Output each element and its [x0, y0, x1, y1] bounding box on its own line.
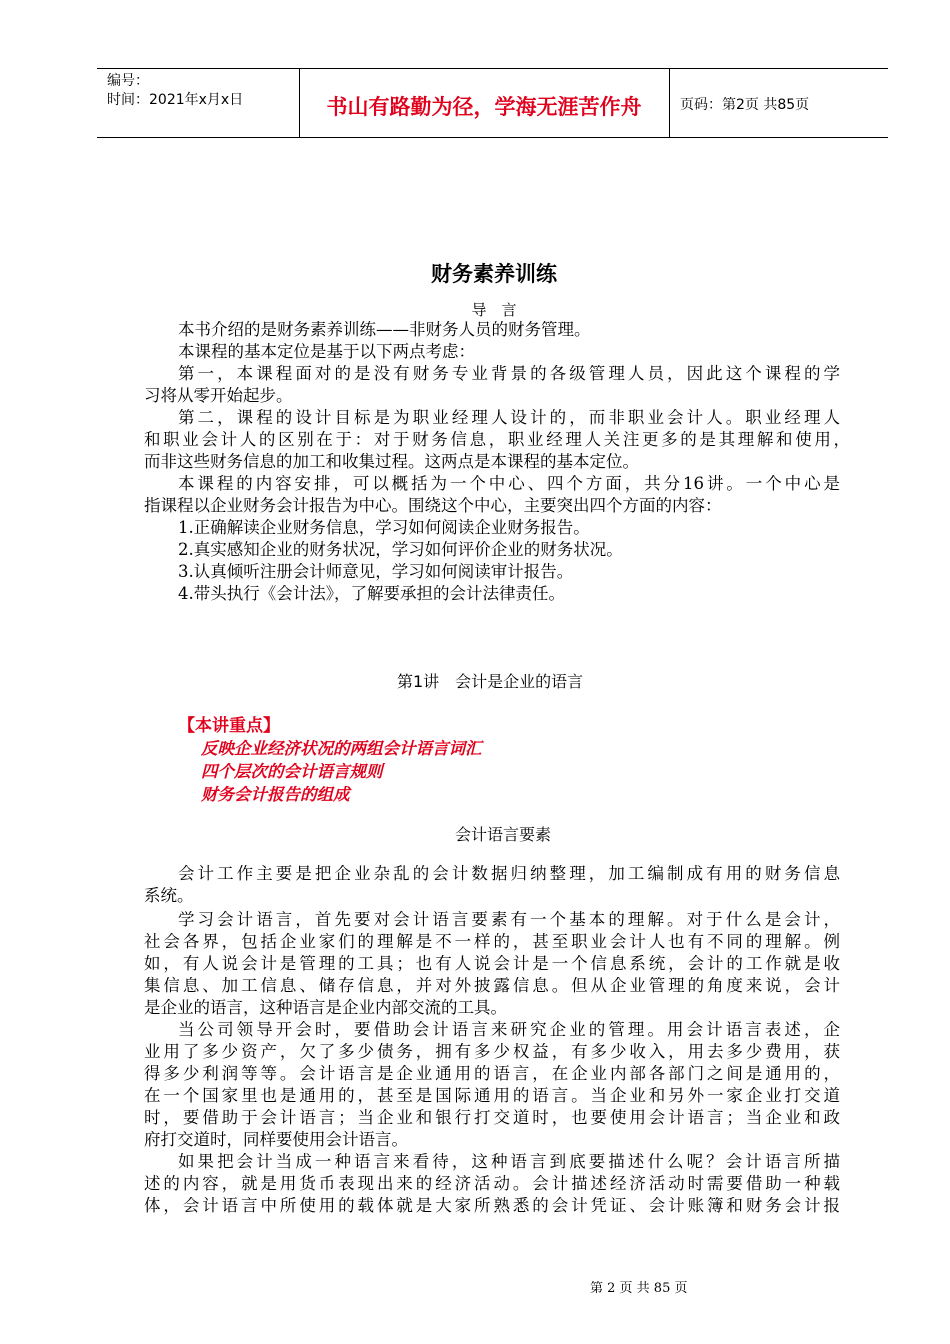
intro-line: 本课程的内容安排，可以概括为一个中心、四个方面，共分16讲。一个中心是: [178, 474, 840, 493]
page-footer: 第 2 页 共 85 页: [590, 1281, 688, 1296]
body-line: 系统。: [144, 886, 194, 905]
body-line: 如，有人说会计是管理的工具；也有人说会计是一个信息系统，会计的工作就是收: [144, 954, 840, 973]
body-line: 集信息、加工信息、储存信息，并对外披露信息。但从企业管理的角度来说，会计: [144, 976, 840, 995]
document-number-label: 编号：: [107, 73, 149, 89]
header-left-cell: [97, 69, 300, 137]
key-point-item: 四个层次的会计语言规则: [201, 762, 383, 781]
intro-line: 本书介绍的是财务素养训练——非财务人员的财务管理。: [178, 320, 591, 339]
intro-line: 第一，本课程面对的是没有财务专业背景的各级管理人员，因此这个课程的学: [178, 364, 840, 383]
intro-list-item: 3.认真倾听注册会计师意见，学习如何阅读审计报告。: [178, 562, 574, 581]
header-middle-cell: [299, 69, 670, 137]
intro-list-item: 2.真实感知企业的财务状况，学习如何评价企业的财务状况。: [178, 540, 623, 559]
key-point-item: 反映企业经济状况的两组会计语言词汇: [201, 739, 482, 758]
lecture-title: 第1讲 会计是企业的语言: [397, 672, 584, 691]
intro-heading: 导 言: [471, 301, 517, 319]
body-line: 当公司领导开会时，要借助会计语言来研究企业的管理。用会计语言表述，企: [178, 1020, 840, 1039]
body-line: 体，会计语言中所使用的载体就是大家所熟悉的会计凭证、会计账簿和财务会计报: [144, 1196, 840, 1215]
intro-line: 指课程以企业财务会计报告为中心。围绕这个中心，主要突出四个方面的内容：: [144, 496, 722, 515]
intro-line: 而非这些财务信息的加工和收集过程。这两点是本课程的基本定位。: [144, 452, 639, 471]
header-page-info: 页码：第2页 共85页: [680, 97, 810, 113]
header-right-cell: [670, 69, 888, 137]
body-line: 社会各界，包括企业家们的理解是不一样的，甚至职业会计人也有不同的理解。例: [144, 932, 840, 951]
key-point-item: 财务会计报告的组成: [201, 785, 350, 804]
section-title: 会计语言要素: [455, 825, 552, 844]
key-points-label: 【本讲重点】: [178, 716, 280, 736]
body-line: 得多少利润等等。会计语言是企业通用的语言，在企业内部各部门之间是通用的，: [144, 1064, 840, 1083]
body-line: 业用了多少资产，欠了多少债务，拥有多少权益，有多少收入，用去多少费用，获: [144, 1042, 840, 1061]
body-line: 会计工作主要是把企业杂乱的会计数据归纳整理，加工编制成有用的财务信息: [178, 864, 840, 883]
body-line: 述的内容，就是用货币表现出来的经济活动。会计描述经济活动时需要借助一种载: [144, 1174, 840, 1193]
body-line: 时，要借助于会计语言；当企业和银行打交道时，也要使用会计语言；当企业和政: [144, 1108, 840, 1127]
document-header: [97, 68, 888, 138]
header-motto: 书山有路勤为径，学海无涯苦作舟: [326, 94, 642, 119]
body-line: 如果把会计当成一种语言来看待，这种语言到底要描述什么呢？会计语言所描: [178, 1152, 840, 1171]
intro-list-item: 1.正确解读企业财务信息，学习如何阅读企业财务报告。: [178, 518, 590, 537]
document-title: 财务素养训练: [431, 262, 557, 286]
intro-line: 和职业会计人的区别在于：对于财务信息，职业经理人关注更多的是其理解和使用，: [144, 430, 850, 449]
intro-line: 本课程的基本定位是基于以下两点考虑：: [178, 342, 475, 361]
intro-line: 习将从零开始起步。: [144, 386, 293, 405]
body-line: 府打交道时，同样要使用会计语言。: [144, 1130, 408, 1149]
body-line: 在一个国家里也是通用的，甚至是国际通用的语言。当企业和另外一家企业打交道: [144, 1086, 840, 1105]
body-line: 是企业的语言，这种语言是企业内部交流的工具。: [144, 998, 507, 1017]
document-time-label: 时间：2021年x月x日: [107, 92, 244, 108]
intro-line: 第二，课程的设计目标是为职业经理人设计的，而非职业会计人。职业经理人: [178, 408, 840, 427]
intro-list-item: 4.带头执行《会计法》，了解要承担的会计法律责任。: [178, 584, 565, 603]
body-line: 学习会计语言，首先要对会计语言要素有一个基本的理解。对于什么是会计，: [178, 910, 840, 929]
